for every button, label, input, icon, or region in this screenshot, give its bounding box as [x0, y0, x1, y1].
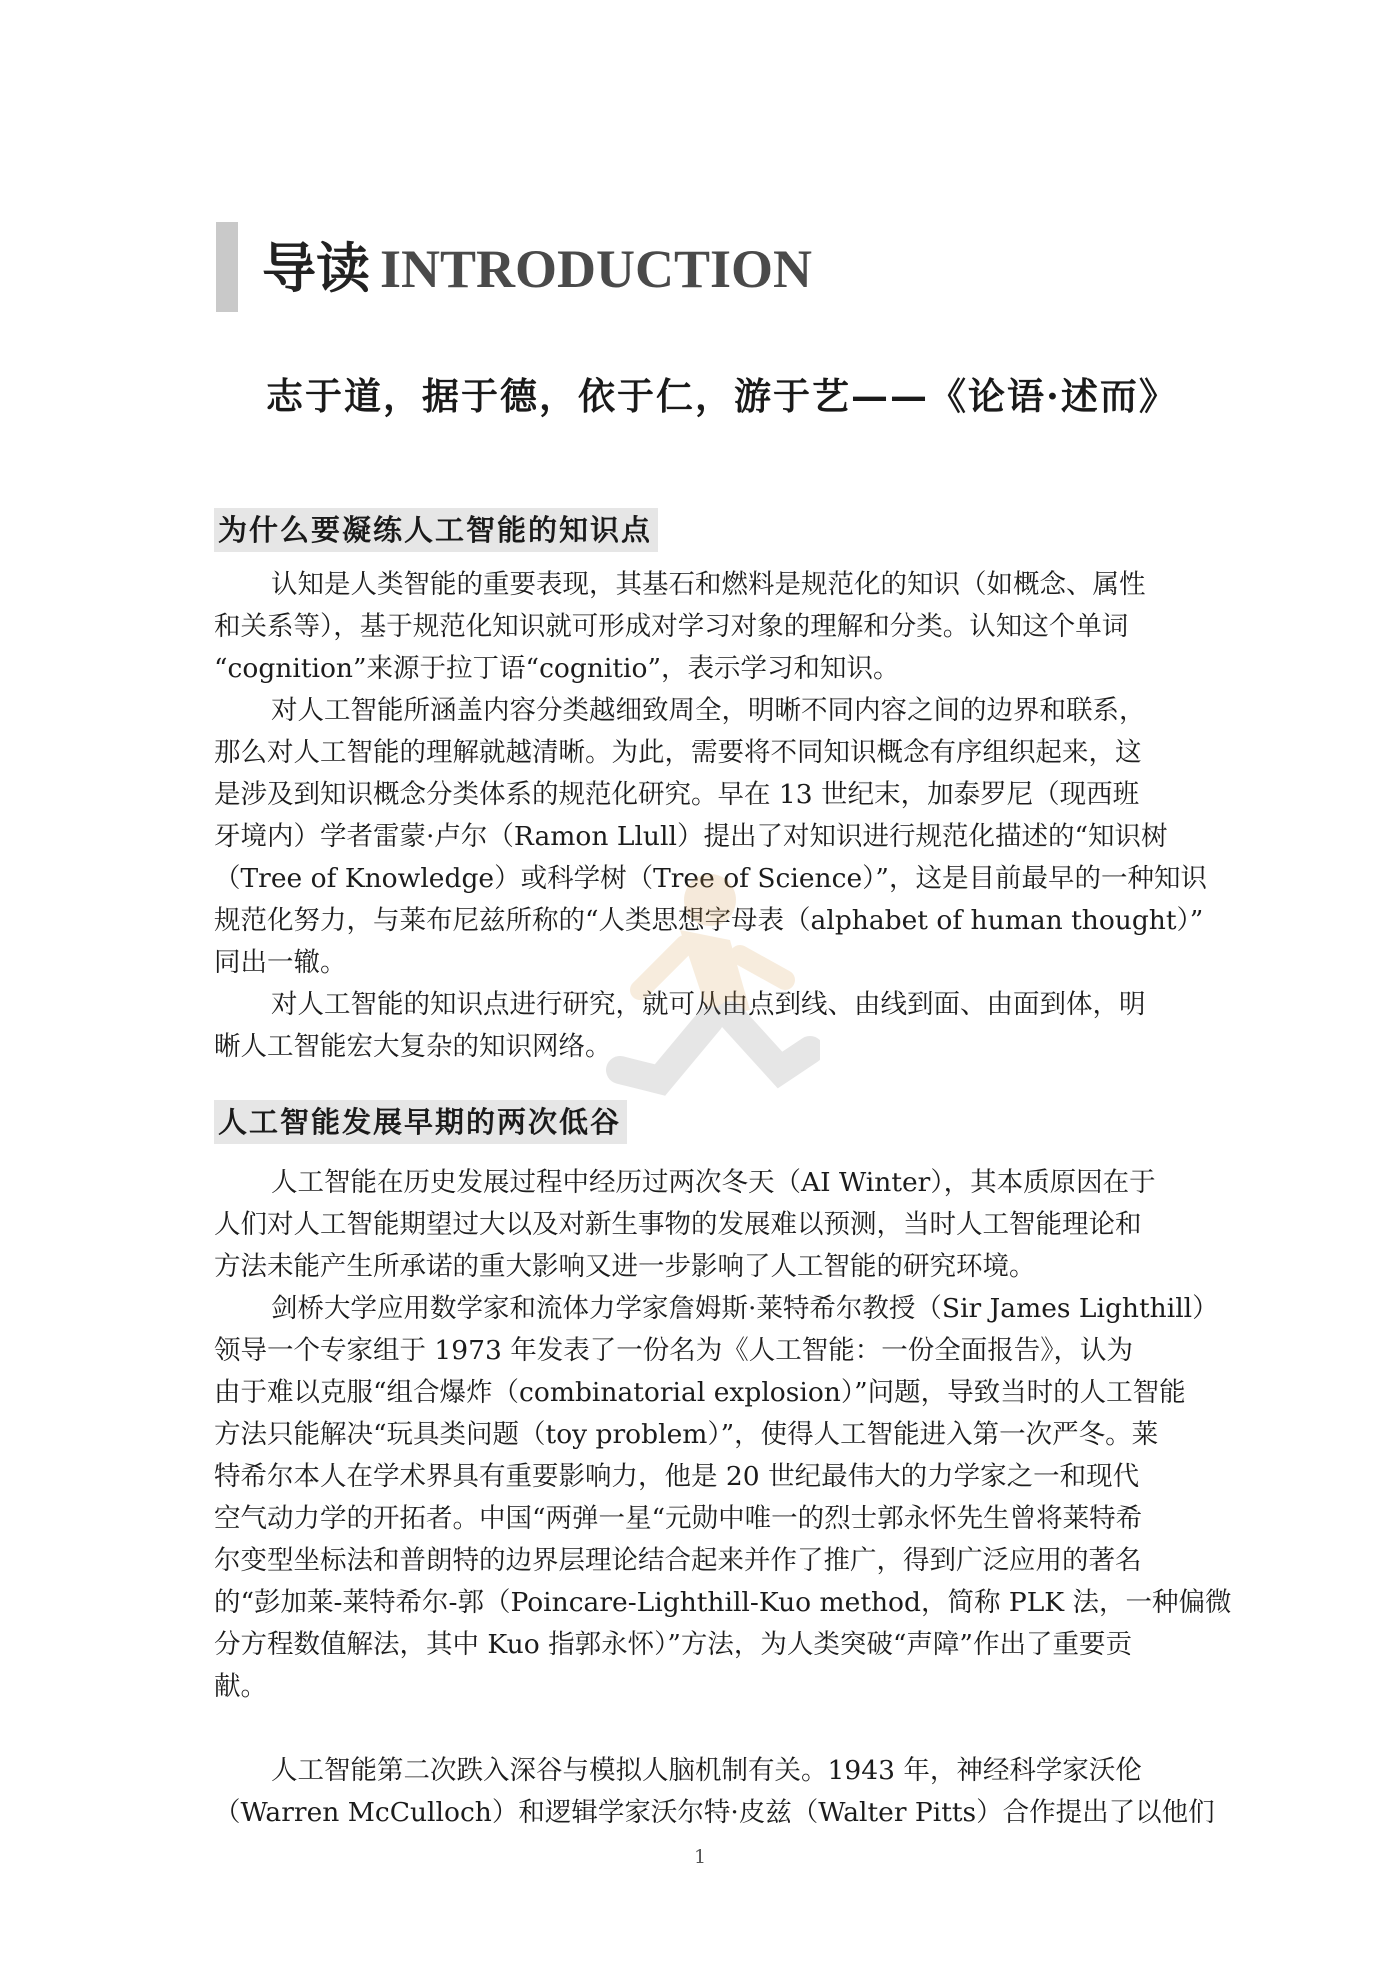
paragraph-line: 对人工智能所涵盖内容分类越细致周全，明晰不同内容之间的边界和联系， [271, 695, 1146, 726]
paragraph-line: 献。 [214, 1671, 267, 1702]
paragraph [214, 1288, 1232, 1708]
chapter-title-bar [216, 222, 238, 312]
paragraph-line: 领导一个专家组于 1973 年发表了一份名为《人工智能：一份全面报告》，认为 [214, 1335, 1134, 1366]
paragraph-line: 人工智能第二次跌入深谷与模拟人脑机制有关。1943 年，神经科学家沃伦 [271, 1755, 1142, 1786]
paragraph-line: 空气动力学的开拓者。中国“两弹一星“元勋中唯一的烈士郭永怀先生曾将莱特希 [214, 1503, 1143, 1534]
paragraph-line: 规范化努力，与莱布尼兹所称的“人类思想字母表（alphabet of human thought）” [214, 905, 1204, 936]
paragraph-line: 的“彭加莱-莱特希尔-郭（Poincare-Lighthill-Kuo method，简称 PLK 法，一种偏微 [214, 1587, 1232, 1618]
epigraph-quote: 志于道，据于德，依于仁，游于艺——《论语·述而》 [266, 374, 1178, 418]
section-heading-knowledge-points: 为什么要凝练人工智能的知识点 [214, 508, 658, 552]
section-heading-ai-winters: 人工智能发展早期的两次低谷 [214, 1100, 627, 1144]
chapter-title-en: INTRODUCTION [380, 239, 813, 299]
paragraph-line: （Tree of Knowledge）或科学树（Tree of Science）”，这是目前最早的一种知识 [214, 863, 1207, 894]
chapter-title [262, 232, 812, 305]
paragraph-line: 人工智能在历史发展过程中经历过两次冬天（AI Winter），其本质原因在于 [271, 1167, 1156, 1198]
paragraph-line: “cognition”来源于拉丁语“cognitio”，表示学习和知识。 [214, 653, 900, 684]
paragraph-line: 和关系等），基于规范化知识就可形成对学习对象的理解和分类。认知这个单词 [214, 611, 1129, 642]
paragraph-line: 那么对人工智能的理解就越清晰。为此，需要将不同知识概念有序组织起来，这 [214, 737, 1142, 768]
paragraph-line: 人们对人工智能期望过大以及对新生事物的发展难以预测，当时人工智能理论和 [214, 1209, 1142, 1240]
paragraph [214, 1162, 1194, 1288]
paragraph-line: （Warren McCulloch）和逻辑学家沃尔特·皮兹（Walter Pitts）合作提出了以他们 [214, 1797, 1215, 1828]
paragraph [214, 984, 1194, 1068]
paragraph [214, 1750, 1215, 1834]
paragraph-line: 同出一辙。 [214, 947, 347, 978]
paragraph-line: 尔变型坐标法和普朗特的边界层理论结合起来并作了推广，得到广泛应用的著名 [214, 1545, 1142, 1576]
paragraph-line: 是涉及到知识概念分类体系的规范化研究。早在 13 世纪末，加泰罗尼（现西班 [214, 779, 1140, 810]
paragraph-line: 由于难以克服“组合爆炸（combinatorial explosion）”问题，导致当时的人工智能 [214, 1377, 1186, 1408]
paragraph-line: 方法只能解决“玩具类问题（toy problem）”，使得人工智能进入第一次严冬。莱 [214, 1419, 1159, 1450]
chapter-title-cn: 导读 [262, 237, 370, 300]
paragraph-line: 特希尔本人在学术界具有重要影响力，他是 20 世纪最伟大的力学家之一和现代 [214, 1461, 1140, 1492]
paragraph-line: 剑桥大学应用数学家和流体力学家詹姆斯·莱特希尔教授（Sir James Lighthill） [271, 1293, 1219, 1324]
paragraph-line: 对人工智能的知识点进行研究，就可从由点到线、由线到面、由面到体，明 [271, 989, 1146, 1020]
paragraph-line: 牙境内）学者雷蒙·卢尔（Ramon Llull）提出了对知识进行规范化描述的“知识树 [214, 821, 1168, 852]
paragraph [214, 564, 1194, 690]
paragraph-line: 方法未能产生所承诺的重大影响又进一步影响了人工智能的研究环境。 [214, 1251, 1036, 1282]
paragraph [214, 690, 1207, 984]
page-number: 1 [693, 1846, 707, 1868]
paragraph-line: 分方程数值解法，其中 Kuo 指郭永怀）”方法，为人类突破“声障”作出了重要贡 [214, 1629, 1132, 1660]
paragraph-line: 认知是人类智能的重要表现，其基石和燃料是规范化的知识（如概念、属性 [271, 569, 1146, 600]
paragraph-line: 晰人工智能宏大复杂的知识网络。 [214, 1031, 612, 1062]
